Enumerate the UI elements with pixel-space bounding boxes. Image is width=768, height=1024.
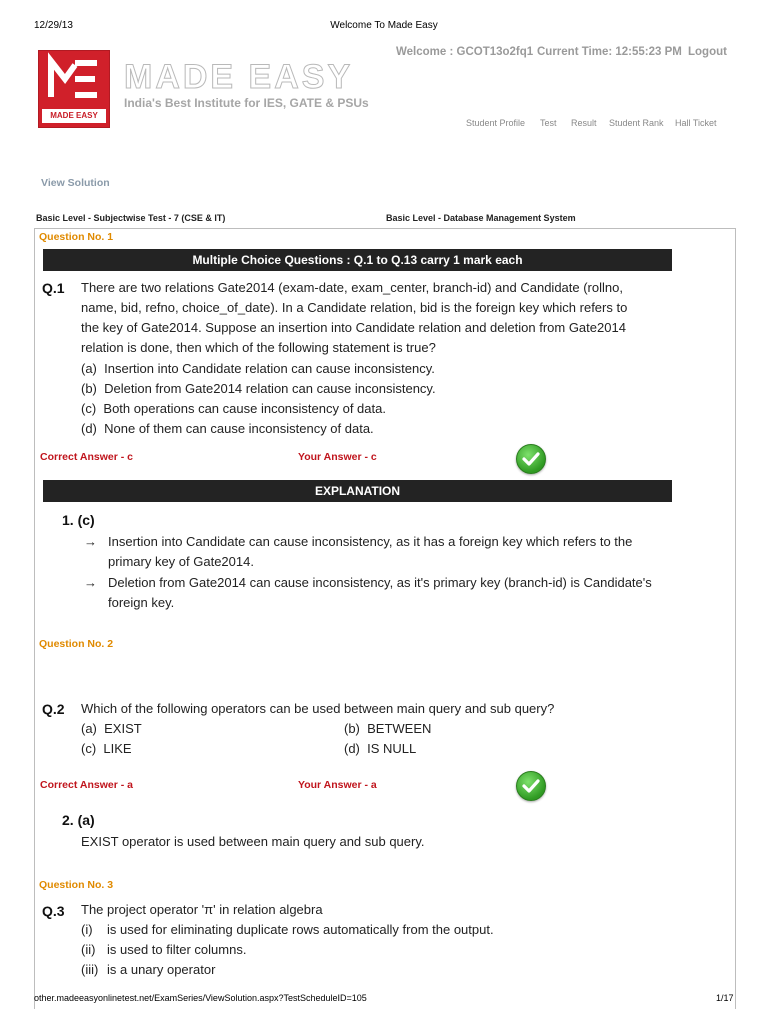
correct-check-icon bbox=[516, 444, 546, 474]
q1-line: name, bid, refno, choice_of_date). In a Candidate relation, bid is the foreign key which refers to bbox=[81, 300, 628, 315]
nav-result[interactable]: Result bbox=[571, 118, 597, 128]
q2-correct-answer: Correct Answer - a bbox=[40, 779, 133, 791]
option-key: (c) bbox=[81, 401, 97, 416]
made-easy-logo[interactable] bbox=[38, 50, 110, 128]
test-name: Basic Level - Subjectwise Test - 7 (CSE & IT) bbox=[36, 213, 226, 223]
q1-options bbox=[81, 359, 681, 439]
q2-option-c bbox=[81, 739, 132, 759]
nav-hall-ticket[interactable]: Hall Ticket bbox=[675, 118, 717, 128]
option-key: (d) bbox=[344, 741, 360, 756]
option-text: Both operations can cause inconsistency of data. bbox=[103, 401, 386, 416]
option-key: (b) bbox=[81, 381, 97, 396]
question-number-3: Question No. 3 bbox=[39, 879, 114, 891]
option-key: (a) bbox=[81, 361, 97, 376]
q3-option bbox=[81, 940, 246, 960]
explanation-line: foreign key. bbox=[108, 595, 175, 610]
option-text: None of them can cause inconsistency of data. bbox=[104, 421, 374, 436]
q2-your-answer: Your Answer - a bbox=[298, 779, 377, 791]
q1-line: There are two relations Gate2014 (exam-date, exam_center, branch-id) and Candidate (rollno, bbox=[81, 280, 623, 295]
option-text: is used to filter columns. bbox=[107, 942, 247, 957]
q1-correct-answer: Correct Answer - c bbox=[40, 451, 133, 463]
test-subject: Basic Level - Database Management System bbox=[386, 213, 576, 223]
option-text: Deletion from Gate2014 relation can cause inconsistency. bbox=[104, 381, 436, 396]
arrow-right-icon: → bbox=[84, 575, 97, 590]
option-key: (d) bbox=[81, 421, 97, 436]
explanation-bar: EXPLANATION bbox=[43, 480, 672, 502]
q1-option bbox=[81, 359, 681, 379]
option-text: IS NULL bbox=[367, 741, 417, 756]
option-key: (i) bbox=[81, 922, 93, 937]
q1-explanation-point bbox=[84, 573, 684, 613]
option-text: is used for eliminating duplicate rows automatically from the output. bbox=[107, 922, 494, 937]
page-url: other.madeeasyonlinetest.net/ExamSeries/ViewSolution.aspx?TestScheduleID=105 bbox=[34, 993, 367, 1003]
section-bar: Multiple Choice Questions : Q.1 to Q.13 carry 1 mark each bbox=[43, 249, 672, 271]
logo-mark-icon bbox=[39, 51, 109, 109]
q3-option bbox=[81, 920, 494, 940]
option-key: (c) bbox=[81, 741, 97, 756]
explanation-line: primary key of Gate2014. bbox=[108, 554, 254, 569]
nav-student-rank[interactable]: Student Rank bbox=[609, 118, 664, 128]
logout-link[interactable]: Logout bbox=[688, 46, 727, 58]
q1-explanation-answer: 1. (c) bbox=[62, 512, 95, 528]
q2-option-b bbox=[344, 719, 431, 739]
q1-option bbox=[81, 379, 681, 399]
q2-explanation-text: EXIST operator is used between main query and sub query. bbox=[81, 834, 425, 849]
view-solution-heading: View Solution bbox=[41, 177, 110, 189]
option-key: (ii) bbox=[81, 942, 96, 957]
nav-student-profile[interactable]: Student Profile bbox=[466, 118, 526, 128]
brand-name: MADE EASY bbox=[124, 58, 354, 96]
page-number: 1/17 bbox=[716, 993, 734, 1003]
q3-option bbox=[81, 960, 215, 980]
option-text: BETWEEN bbox=[367, 721, 432, 736]
q2-option-d bbox=[344, 739, 416, 759]
q3-text: The project operator 'π' in relation algebra bbox=[81, 902, 323, 917]
current-time: Current Time: 12:55:23 PM bbox=[537, 46, 682, 58]
arrow-right-icon: → bbox=[84, 534, 97, 549]
q1-explanation-point bbox=[84, 532, 684, 572]
option-key: (a) bbox=[81, 721, 97, 736]
q1-option bbox=[81, 419, 681, 439]
option-text: Insertion into Candidate relation can cause inconsistency. bbox=[104, 361, 435, 376]
option-key: (b) bbox=[344, 721, 360, 736]
option-text: EXIST bbox=[104, 721, 142, 736]
q2-option-a bbox=[81, 719, 142, 739]
q1-label: Q.1 bbox=[42, 280, 65, 296]
brand-tagline: India's Best Institute for IES, GATE & PSUs bbox=[124, 96, 369, 110]
q1-line: relation is done, then which of the following statement is true? bbox=[81, 340, 436, 355]
q1-text bbox=[81, 278, 681, 358]
q1-line: the key of Gate2014. Suppose an insertion into Candidate relation and deletion from Gate2014 bbox=[81, 320, 626, 335]
q1-option bbox=[81, 399, 681, 419]
option-text: is a unary operator bbox=[107, 962, 216, 977]
welcome-text: Welcome : GCOT13o2fq1 bbox=[396, 46, 534, 58]
logo-caption: MADE EASY bbox=[42, 109, 106, 123]
explanation-line: Deletion from Gate2014 can cause inconsistency, as it's primary key (branch-id) is Candidate's bbox=[108, 575, 652, 590]
q2-text: Which of the following operators can be used between main query and sub query? bbox=[81, 701, 555, 716]
option-text: LIKE bbox=[103, 741, 132, 756]
question-number-1: Question No. 1 bbox=[39, 231, 114, 243]
q3-label: Q.3 bbox=[42, 903, 65, 919]
q2-explanation-answer: 2. (a) bbox=[62, 812, 95, 828]
print-title: Welcome To Made Easy bbox=[330, 20, 438, 31]
nav-test[interactable]: Test bbox=[540, 118, 557, 128]
q2-label: Q.2 bbox=[42, 701, 65, 717]
correct-check-icon bbox=[516, 771, 546, 801]
question-number-2: Question No. 2 bbox=[39, 638, 114, 650]
explanation-line: Insertion into Candidate can cause inconsistency, as it has a foreign key which refers to the bbox=[108, 534, 633, 549]
q1-your-answer: Your Answer - c bbox=[298, 451, 377, 463]
option-key: (iii) bbox=[81, 962, 99, 977]
print-date: 12/29/13 bbox=[34, 20, 73, 31]
